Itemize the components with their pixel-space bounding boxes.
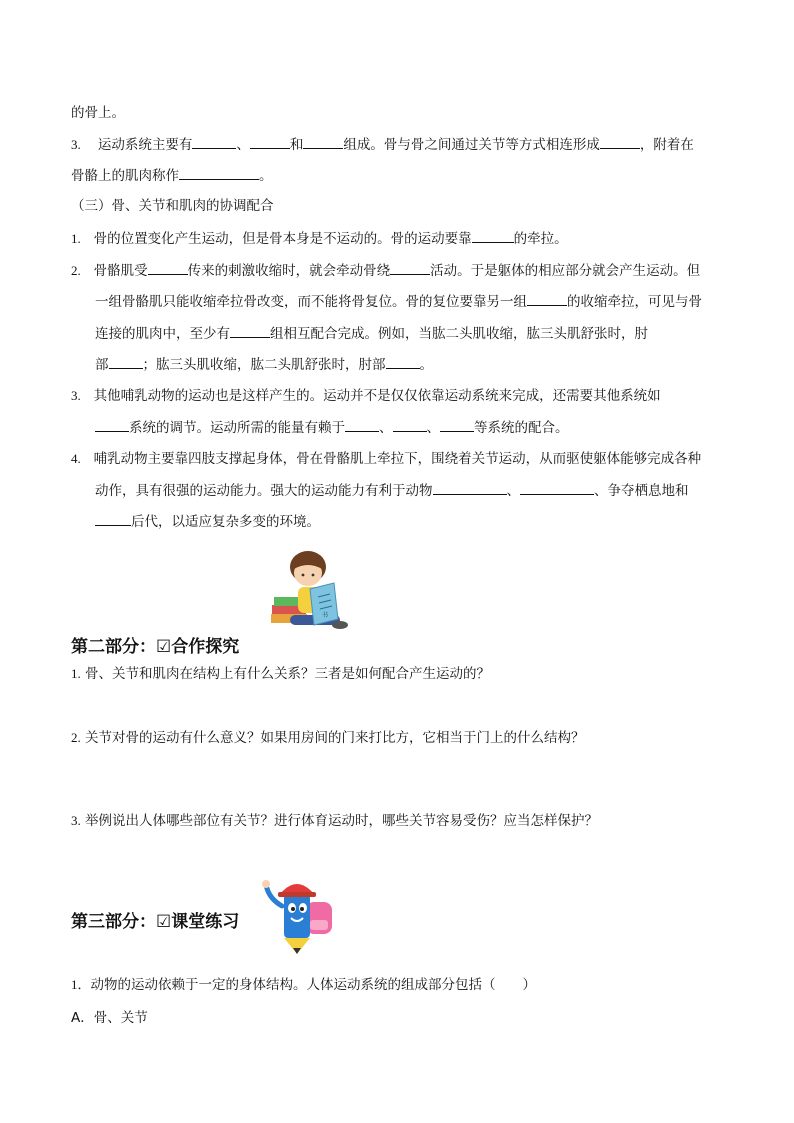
item-2-line3 [95,324,648,343]
fill-question-3-line2 [71,166,273,185]
text: 、 [426,420,440,436]
pencil-mascot-illustration [258,876,342,956]
answer-blank[interactable] [386,355,420,369]
item-number: 3. [71,388,81,403]
question-text: 动物的运动依赖于一定的身体结构。人体运动系统的组成部分包括（ ） [90,977,537,993]
answer-blank[interactable] [192,135,236,149]
answer-blank[interactable] [600,135,640,149]
text: 运动系统主要有 [97,137,193,153]
answer-blank[interactable] [95,418,129,432]
question-text: 骨、关节和肌肉在结构上有什么关系？三者是如何配合产生运动的？ [85,666,491,682]
text: 系统的调节。运动所需的能量有赖于 [129,420,345,436]
text: 后代，以适应复杂多变的环境。 [131,514,320,530]
question-text: 举例说出人体哪些部位有关节？进行体育运动时，哪些关节容易受伤？应当怎样保护？ [85,813,599,829]
item-number: 1. [71,666,81,681]
top-line: 的骨上。 [71,105,125,121]
fill-question-3 [71,135,694,154]
item-2-line2 [95,292,702,311]
item-number: 1． [71,977,91,992]
text: ，附着在 [639,137,694,153]
answer-blank[interactable] [303,135,343,149]
item-number: 4. [71,451,81,466]
text: 组相互配合完成。例如，当肱二头肌收缩，肱三头肌舒张时，肘 [270,326,648,342]
book-cover-label: 书 [322,612,329,619]
answer-blank[interactable] [520,481,594,495]
item-number: 2. [71,730,81,745]
answer-blank[interactable] [472,229,514,243]
checkbox-icon: ☑ [156,637,172,657]
text: 。 [259,168,273,184]
answer-blank[interactable] [148,261,188,275]
answer-blank[interactable] [345,418,379,432]
part2-question-1 [71,665,490,683]
item-4-line3 [95,512,320,531]
text: 其他哺乳动物的运动也是这样产生的。运动并不是仅仅依靠运动系统来完成，还需要其他系统如 [93,388,661,404]
text: 骨骼肌受 [93,263,148,279]
item-number: 3. [71,813,81,828]
text: 的牵拉。 [513,231,568,247]
option-a[interactable]: A．骨、关节 [71,1010,148,1026]
answer-blank[interactable] [250,135,290,149]
part2-question-3 [71,812,598,830]
checkbox-icon: ☑ [156,912,172,932]
section-title: （三）骨、关节和肌肉的协调配合 [71,198,274,214]
text: 、 [379,420,393,436]
part2-title: 第二部分： [71,637,156,657]
text: 哺乳动物主要靠四肢支撑起身体，骨在骨骼肌上牵拉下，围绕着关节运动，从而驱使躯体能够完成各种 [93,451,702,467]
pencil-body [284,894,310,938]
answer-blank[interactable] [440,418,474,432]
item-number: 2. [71,263,81,278]
part3-question-1 [71,976,536,994]
text: 连接的肌肉中，至少有 [95,326,230,342]
text: 和 [289,137,304,153]
part3-heading [71,907,239,932]
item-3-line1 [71,387,661,405]
text: 活动。于是躯体的相应部分就会产生运动。但 [430,263,701,279]
item-number: 1. [71,231,81,246]
item-1 [71,229,568,248]
answer-blank[interactable] [390,261,430,275]
question-text: 关节对骨的运动有什么意义？如果用房间的门来打比方，它相当于门上的什么结构？ [85,730,585,746]
text: 传来的刺激收缩时，就会牵动骨绕 [187,263,391,279]
item-number: 3. [71,137,81,152]
text: 组成。骨与骨之间通过关节等方式相连形成 [343,137,600,153]
item-2-line1 [71,261,700,280]
item-4-line2 [95,481,689,500]
answer-blank[interactable] [433,481,507,495]
reading-child-illustration [268,545,350,633]
text: 、 [236,137,250,153]
item-3-line2 [95,418,569,437]
answer-blank[interactable] [95,512,131,526]
text: 部 [95,357,109,373]
answer-blank[interactable] [393,418,427,432]
part2-heading [71,632,239,657]
part2-question-2 [71,729,585,747]
answer-blank[interactable] [230,324,270,338]
answer-blank[interactable] [179,166,259,180]
text: 、 [506,483,520,499]
text: ；肱三头肌收缩，肱二头肌舒张时，肘部 [142,357,386,373]
part3-title2: 课堂练习 [171,912,240,932]
text: 一组骨骼肌只能收缩牵拉骨改变，而不能将骨复位。骨的复位要靠另一组 [95,294,527,310]
text: 的收缩牵拉，可见与骨 [567,294,702,310]
item-2-line4 [95,355,433,374]
part2-title2: 合作探究 [171,637,240,657]
text: 、争夺栖息地和 [594,483,689,499]
text: 等系统的配合。 [474,420,569,436]
item-4-line1 [71,450,701,468]
text: 骨骼上的肌肉称作 [71,168,179,184]
answer-blank[interactable] [109,355,143,369]
text: 。 [419,357,433,373]
text: 骨的位置变化产生运动，但是骨本身是不运动的。骨的运动要靠 [93,231,472,247]
text: 动作，具有很强的运动能力。强大的运动能力有利于动物 [95,483,433,499]
answer-blank[interactable] [527,292,567,306]
part3-title: 第三部分： [71,912,156,932]
